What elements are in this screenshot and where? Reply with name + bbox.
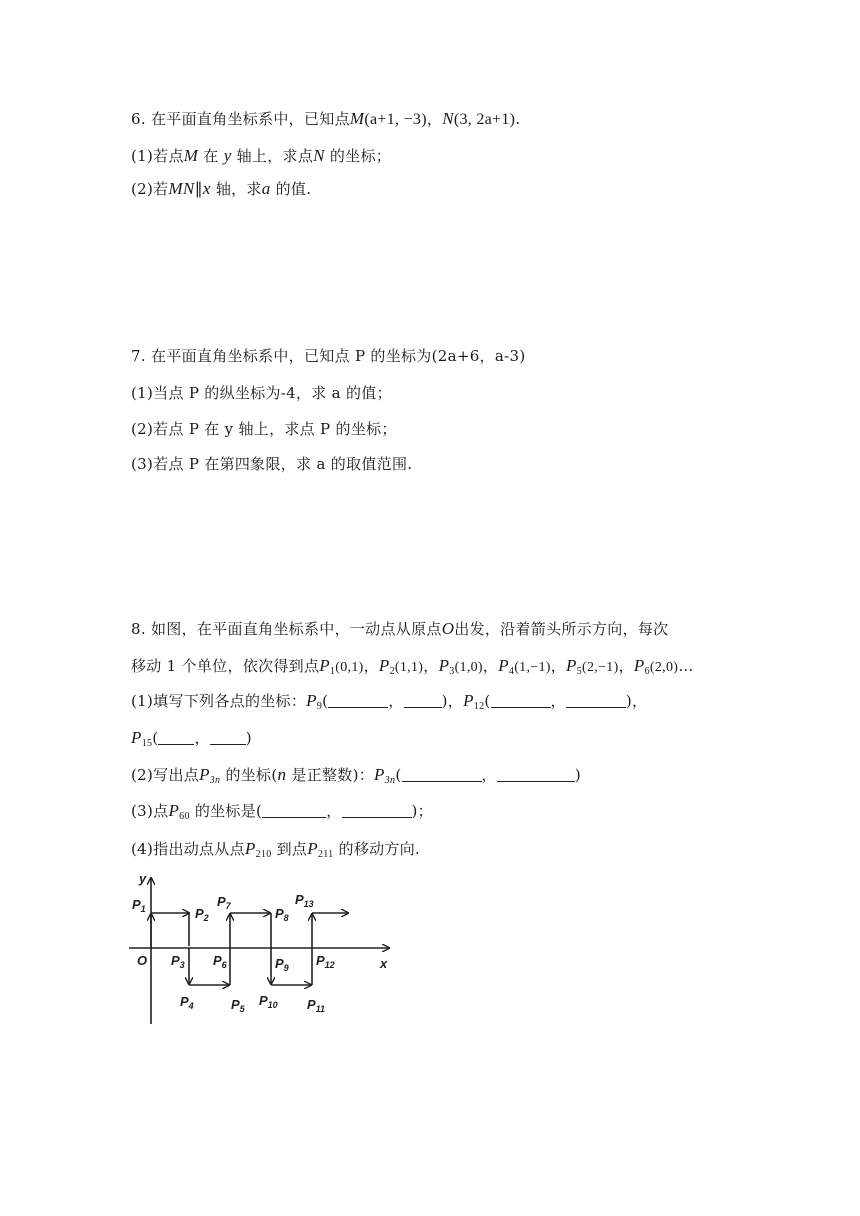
q8-p12-sub: 12	[473, 701, 485, 712]
q8-p12-open: (	[484, 692, 491, 710]
q8-pt2-coords: (1,1)	[394, 660, 424, 675]
path-diagram	[125, 866, 395, 1031]
p9-x-blank[interactable]	[328, 693, 388, 708]
q8-p60-p: P	[168, 801, 180, 820]
path-figure	[125, 866, 395, 1035]
q8-ellipsis: …	[678, 657, 694, 675]
q6-sep: ，	[426, 110, 443, 128]
q8-pt6-p: P	[633, 656, 645, 675]
q8-p9-open: (	[322, 692, 329, 710]
q8-p3-text-a: (3)点	[131, 802, 169, 820]
q8-pt5-sub: 5	[576, 666, 583, 677]
q8-comma-4: ，	[550, 657, 567, 675]
q8-p3n-comma: ，	[481, 766, 497, 784]
q8-p15-comma: ，	[194, 729, 210, 747]
q8-p3n-sub: 3n	[209, 775, 221, 786]
q8-pt6-coords: (2,0)	[649, 660, 679, 675]
p3n-x-blank[interactable]	[402, 767, 482, 782]
q8-p9-close: )，	[441, 692, 464, 710]
q8-p2-text-a: (2)写出点	[131, 766, 200, 784]
q8-stem	[131, 618, 668, 640]
label-x: x	[380, 956, 388, 971]
q8-part4	[131, 838, 420, 866]
q8-pt1-p: P	[319, 656, 330, 675]
q8-p4-text-c: 的移动方向.	[338, 840, 421, 858]
label-p2: $P_2$	[195, 906, 209, 923]
q8-pt4-sub: 4	[508, 666, 515, 677]
q8-pt1-coords: (0,1)	[335, 660, 364, 675]
q8-part3	[131, 800, 433, 828]
q8-pt6-sub: 6	[644, 666, 650, 677]
label-p3: $P_3$	[171, 953, 185, 970]
q8-p15-open: (	[152, 729, 159, 747]
q8-p15-p: P	[131, 728, 142, 747]
path-arrows	[151, 913, 348, 985]
q8-pt5-coords: (2,−1)	[582, 660, 619, 675]
q6-p2-x: x	[202, 179, 211, 198]
label-p11: $P_{11}$	[307, 997, 326, 1014]
q8-p3n-open: (	[395, 766, 402, 784]
q8-line2-text: 移动 1 个单位，依次得到点	[131, 657, 320, 675]
q8-p3-text-b: 的坐标是(	[194, 802, 263, 820]
q8-stem-a: 8. 如图，在平面直角坐标系中，一动点从原点	[131, 620, 442, 638]
q8-p3n-p: P	[199, 765, 210, 784]
q8-pt4-p: P	[498, 656, 509, 675]
label-p1: $P_1$	[132, 897, 146, 914]
q8-part1	[131, 690, 647, 718]
label-p5: $P_5$	[231, 997, 245, 1014]
q8-p4-text-a: (4)指出动点从点	[131, 840, 245, 858]
q8-p12-close: )，	[625, 692, 648, 710]
q6-p2-text-a: (2)若	[131, 180, 169, 198]
p60-x-blank[interactable]	[262, 803, 326, 818]
q8-pt3-sub: 3	[449, 666, 455, 677]
q8-p3n-close: )	[574, 766, 581, 784]
q8-p9-p: P	[306, 691, 317, 710]
label-p4: $P_4$	[180, 994, 194, 1011]
label-p13: $P_{13}$	[295, 892, 314, 909]
q8-p3n-p2: P	[374, 765, 385, 784]
q8-p211-sub: 211	[317, 849, 334, 860]
q7-part3: (3)若点 P 在第四象限，求 a 的取值范围.	[131, 455, 413, 473]
q8-p9-sub: 9	[316, 701, 323, 712]
q6-p1-m: M	[183, 146, 199, 165]
q8-pt2-sub: 2	[389, 666, 395, 677]
q8-p210-p: P	[244, 839, 256, 858]
q6-p2-text-b: 轴，求	[215, 180, 262, 198]
q7-part1: (1)当点 P 的纵坐标为-4，求 a 的值；	[131, 384, 392, 402]
q8-p60-sub: 60	[179, 811, 190, 822]
q6-p1-text-a: (1)若点	[131, 147, 184, 165]
label-o: O	[137, 953, 148, 968]
q6-point-n: N	[442, 109, 454, 128]
q6-m-coords: (a+1, −3)	[364, 111, 427, 128]
q8-p9-comma: ，	[388, 692, 404, 710]
p12-y-blank[interactable]	[566, 693, 626, 708]
q8-pt2-p: P	[378, 656, 390, 675]
q8-comma-1: ，	[363, 657, 379, 675]
q6-p2-a: a	[261, 179, 271, 198]
q6-part1	[131, 145, 391, 167]
q8-pt5-p: P	[566, 656, 577, 675]
p3n-y-blank[interactable]	[497, 767, 575, 782]
q8-pt1-sub: 1	[329, 666, 336, 677]
q7-stem: 7. 在平面直角坐标系中，已知点 P 的坐标为(2a+6，a-3)	[131, 347, 526, 365]
q6-p1-text-c: 轴上，求点	[236, 147, 314, 165]
q6-end: .	[515, 110, 521, 128]
q8-p3-text-c: )；	[411, 802, 433, 820]
p15-y-blank[interactable]	[210, 730, 246, 745]
q8-p12-comma: ，	[550, 692, 566, 710]
q8-stem-b: 出发，沿着箭头所示方向，每次	[454, 620, 669, 638]
label-p10: $P_{10}$	[259, 993, 278, 1010]
q8-p60-comma: ，	[326, 802, 342, 820]
q8-p2-text-c: 是正整数)：	[291, 766, 375, 784]
q6-point-m: M	[349, 109, 365, 128]
label-y: y	[139, 871, 147, 886]
q6-p2-mn: MN	[168, 179, 195, 198]
q8-origin-o: O	[441, 619, 455, 638]
q6-p1-text-b: 在	[203, 147, 219, 165]
q8-p3n-sub2: 3n	[384, 775, 396, 786]
q8-stem-line2	[131, 655, 694, 683]
q8-p211-p: P	[307, 839, 318, 858]
label-p6: $P_6$	[213, 953, 227, 970]
q8-part1-line2	[131, 727, 252, 755]
q8-comma-3: ，	[482, 657, 499, 675]
q7-part2: (2)若点 P 在 y 轴上，求点 P 的坐标；	[131, 420, 397, 438]
q8-p4-text-b: 到点	[276, 840, 308, 858]
q6-p2-parallel: ∥	[194, 181, 203, 198]
q8-pt3-coords: (1,0)	[454, 660, 483, 675]
q8-p15-sub: 15	[141, 738, 153, 749]
q6-p1-y: y	[223, 146, 232, 165]
q6-p1-text-d: 的坐标；	[329, 147, 392, 165]
q6-part2	[131, 178, 311, 201]
label-p8: $P_8$	[275, 906, 289, 923]
q8-comma-2: ，	[423, 657, 439, 675]
q6-stem	[131, 108, 520, 131]
q8-pt4-coords: (1,−1)	[514, 660, 551, 675]
label-p9: $P_9$	[275, 956, 289, 973]
q6-p2-text-c: 的值.	[275, 180, 312, 198]
q8-p1-text: (1)填写下列各点的坐标：	[131, 692, 307, 710]
q8-p2-n: n	[277, 765, 287, 784]
q8-pt3-p: P	[438, 656, 450, 675]
p60-y-blank[interactable]	[342, 803, 412, 818]
q8-p2-text-b: 的坐标(	[225, 766, 278, 784]
p15-x-blank[interactable]	[158, 730, 194, 745]
q6-n-coords: (3, 2a+1)	[453, 111, 516, 128]
p9-y-blank[interactable]	[404, 693, 442, 708]
label-p12: $P_{12}$	[316, 953, 335, 970]
q8-comma-5: ，	[618, 657, 634, 675]
q8-part2	[131, 764, 581, 792]
q6-stem-text: 6. 在平面直角坐标系中，已知点	[131, 110, 350, 128]
q8-p12-p: P	[463, 691, 474, 710]
p12-x-blank[interactable]	[491, 693, 551, 708]
q8-p15-close: )	[245, 729, 252, 747]
q6-p1-n: N	[313, 146, 325, 165]
q8-p210-sub: 210	[255, 849, 272, 860]
label-p7: $P_7$	[217, 894, 231, 911]
